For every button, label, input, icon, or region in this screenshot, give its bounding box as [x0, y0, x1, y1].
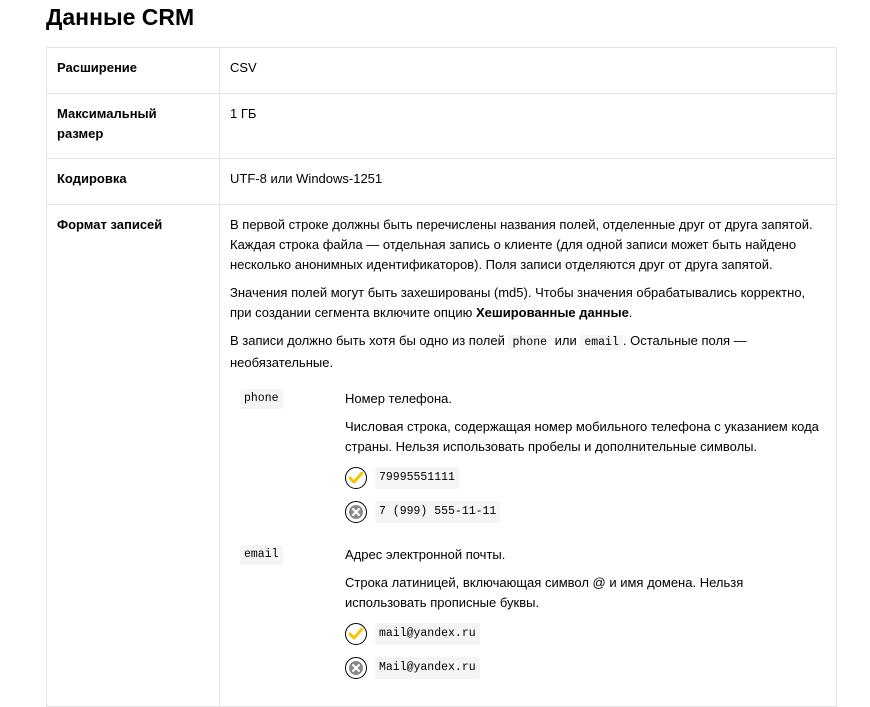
- invalid-example: [345, 499, 826, 525]
- row-label: Формат записей: [47, 205, 220, 707]
- row-label: [47, 94, 220, 159]
- row-label: Кодировка: [47, 159, 220, 205]
- table-row: [47, 94, 837, 159]
- field-name: phone: [240, 389, 283, 409]
- hash-end: .: [628, 305, 633, 320]
- table-row: [47, 48, 837, 94]
- email-code: email: [580, 335, 623, 350]
- row-value: UTF-8 или Windows-1251: [220, 159, 837, 205]
- field-body: [345, 389, 826, 525]
- field-email: [230, 545, 826, 681]
- hash-option-name: Хешированные данные: [475, 305, 629, 320]
- required-fields-paragraph: [230, 331, 826, 373]
- cross-icon: [345, 657, 367, 679]
- check-icon: [345, 467, 367, 489]
- field-title: Адрес электронной почты.: [345, 547, 506, 562]
- required-mid: или: [551, 333, 581, 348]
- field-title: Номер телефона.: [345, 391, 452, 406]
- valid-example: [345, 465, 826, 491]
- format-paragraph: В первой строке должны быть перечислены названия полей, отделенные друг от друга запятой. Каждая строка файла — отдельная запись о клиенте (для одной записи может быть найдено несколько анонимных идентификаторов). Поля записи отделяются друг от друга запятой.: [230, 217, 813, 272]
- phone-code: phone: [508, 335, 551, 350]
- required-text: В записи должно быть хотя бы одно из полей: [230, 333, 509, 348]
- field-description: Строка латиницей, включающая символ @ и имя домена. Нельзя использовать прописные буквы.: [345, 575, 744, 610]
- row-label: Расширение: [47, 48, 220, 94]
- field-description: Числовая строка, содержащая номер мобильного телефона с указанием кода страны. Нельзя использовать пробелы и дополнительные символы.: [345, 419, 819, 454]
- invalid-example: [345, 655, 826, 681]
- field-phone: [230, 389, 826, 525]
- crm-spec-table: [46, 47, 837, 707]
- example-value: 79995551111: [375, 467, 459, 489]
- check-icon: [345, 623, 367, 645]
- valid-example: [345, 621, 826, 647]
- example-value: 7 (999) 555-11-11: [375, 501, 500, 523]
- example-value: Mail@yandex.ru: [375, 657, 480, 679]
- table-row: [47, 205, 837, 707]
- format-description: [220, 205, 837, 707]
- hash-paragraph: [230, 283, 826, 323]
- row-value: 1 ГБ: [220, 94, 837, 159]
- required-end: . Остальные поля — необязательные.: [230, 333, 747, 370]
- field-name: email: [240, 545, 283, 565]
- hash-text: Значения полей могут быть захешированы (md5). Чтобы значения обрабатывались корректно, при создании сегмента включите опцию: [230, 285, 806, 320]
- cross-icon: [345, 501, 367, 523]
- example-value: mail@yandex.ru: [375, 623, 480, 645]
- table-row: [47, 159, 837, 205]
- row-label-text: Максимальный размер: [57, 106, 157, 141]
- page-title: Данные CRM: [46, 4, 195, 30]
- field-body: [345, 545, 826, 681]
- row-value: CSV: [220, 48, 837, 94]
